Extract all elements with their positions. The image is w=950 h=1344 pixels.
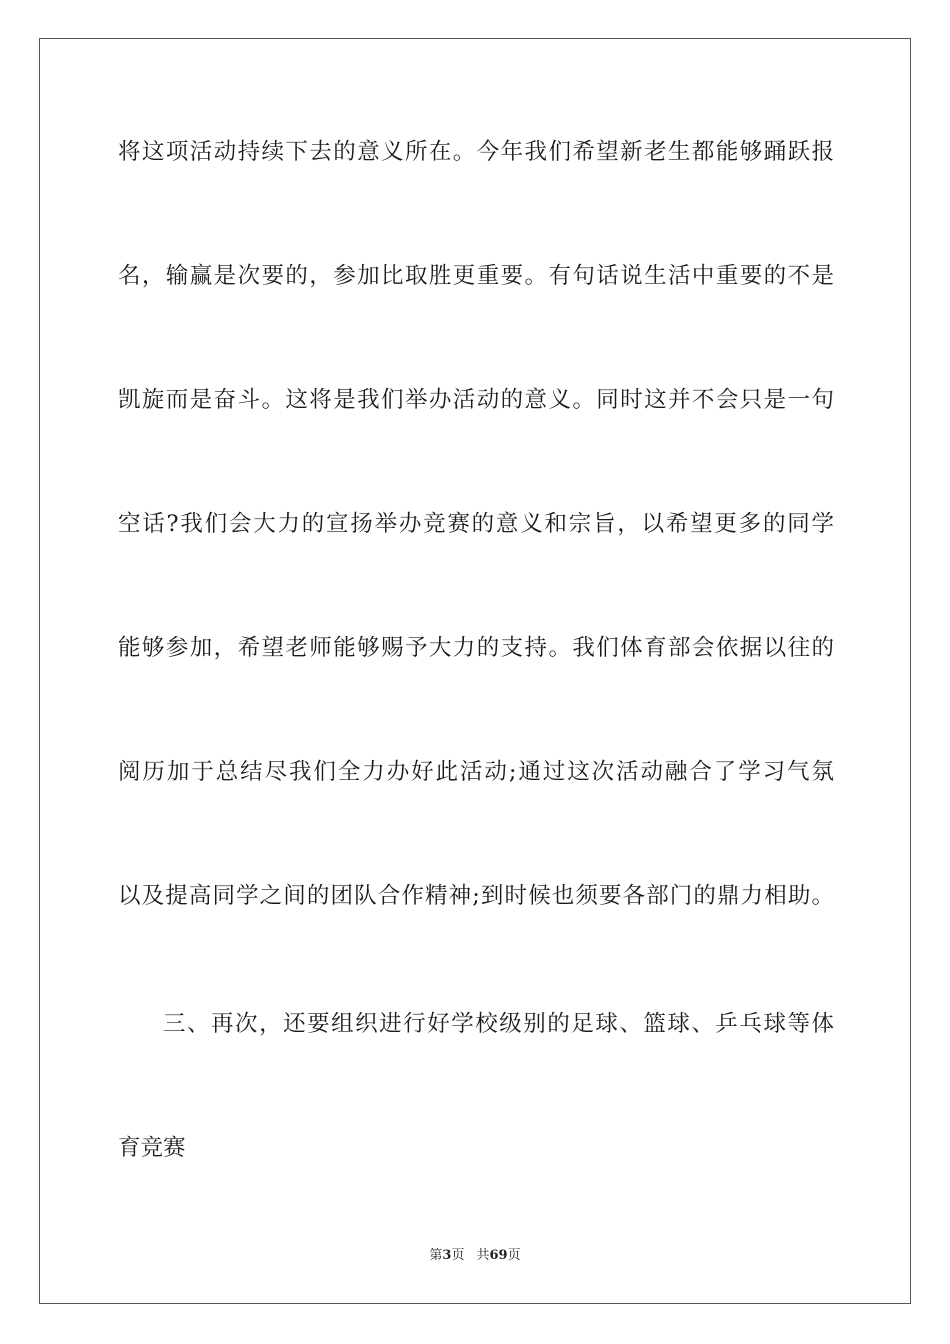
body-text-line-2: 名，输赢是次要的，参加比取胜更重要。有句话说生活中重要的不是 bbox=[118, 263, 834, 289]
page-footer bbox=[0, 1247, 950, 1265]
page-suffix: 页 bbox=[451, 1248, 465, 1263]
body-text-line-5: 能够参加，希望老师能够赐予大力的支持。我们体育部会依据以往的 bbox=[118, 635, 834, 661]
page-number: 3 bbox=[442, 1248, 452, 1263]
total-prefix: 共 bbox=[476, 1248, 490, 1263]
body-text-line-6: 阅历加于总结尽我们全力办好此活动;通过这次活动融合了学习气氛 bbox=[118, 759, 834, 785]
total-pages: 69 bbox=[489, 1248, 508, 1263]
body-text-line-3: 凯旋而是奋斗。这将是我们举办活动的意义。同时这并不会只是一句 bbox=[118, 387, 834, 413]
page-prefix: 第 bbox=[429, 1248, 443, 1263]
body-text-line-1: 将这项活动持续下去的意义所在。今年我们希望新老生都能够踊跃报 bbox=[118, 139, 834, 165]
total-suffix: 页 bbox=[507, 1248, 521, 1263]
body-text-line-7: 以及提高同学之间的团队合作精神;到时候也须要各部门的鼎力相助。 bbox=[118, 883, 834, 909]
body-text-line-4: 空话?我们会大力的宣扬举办竞赛的意义和宗旨，以希望更多的同学 bbox=[118, 511, 834, 537]
section-three-line-1: 三、再次，还要组织进行好学校级别的足球、篮球、乒乓球等体 bbox=[163, 1011, 834, 1037]
section-three-line-2: 育竞赛 bbox=[118, 1135, 186, 1161]
page-border bbox=[39, 38, 911, 1304]
